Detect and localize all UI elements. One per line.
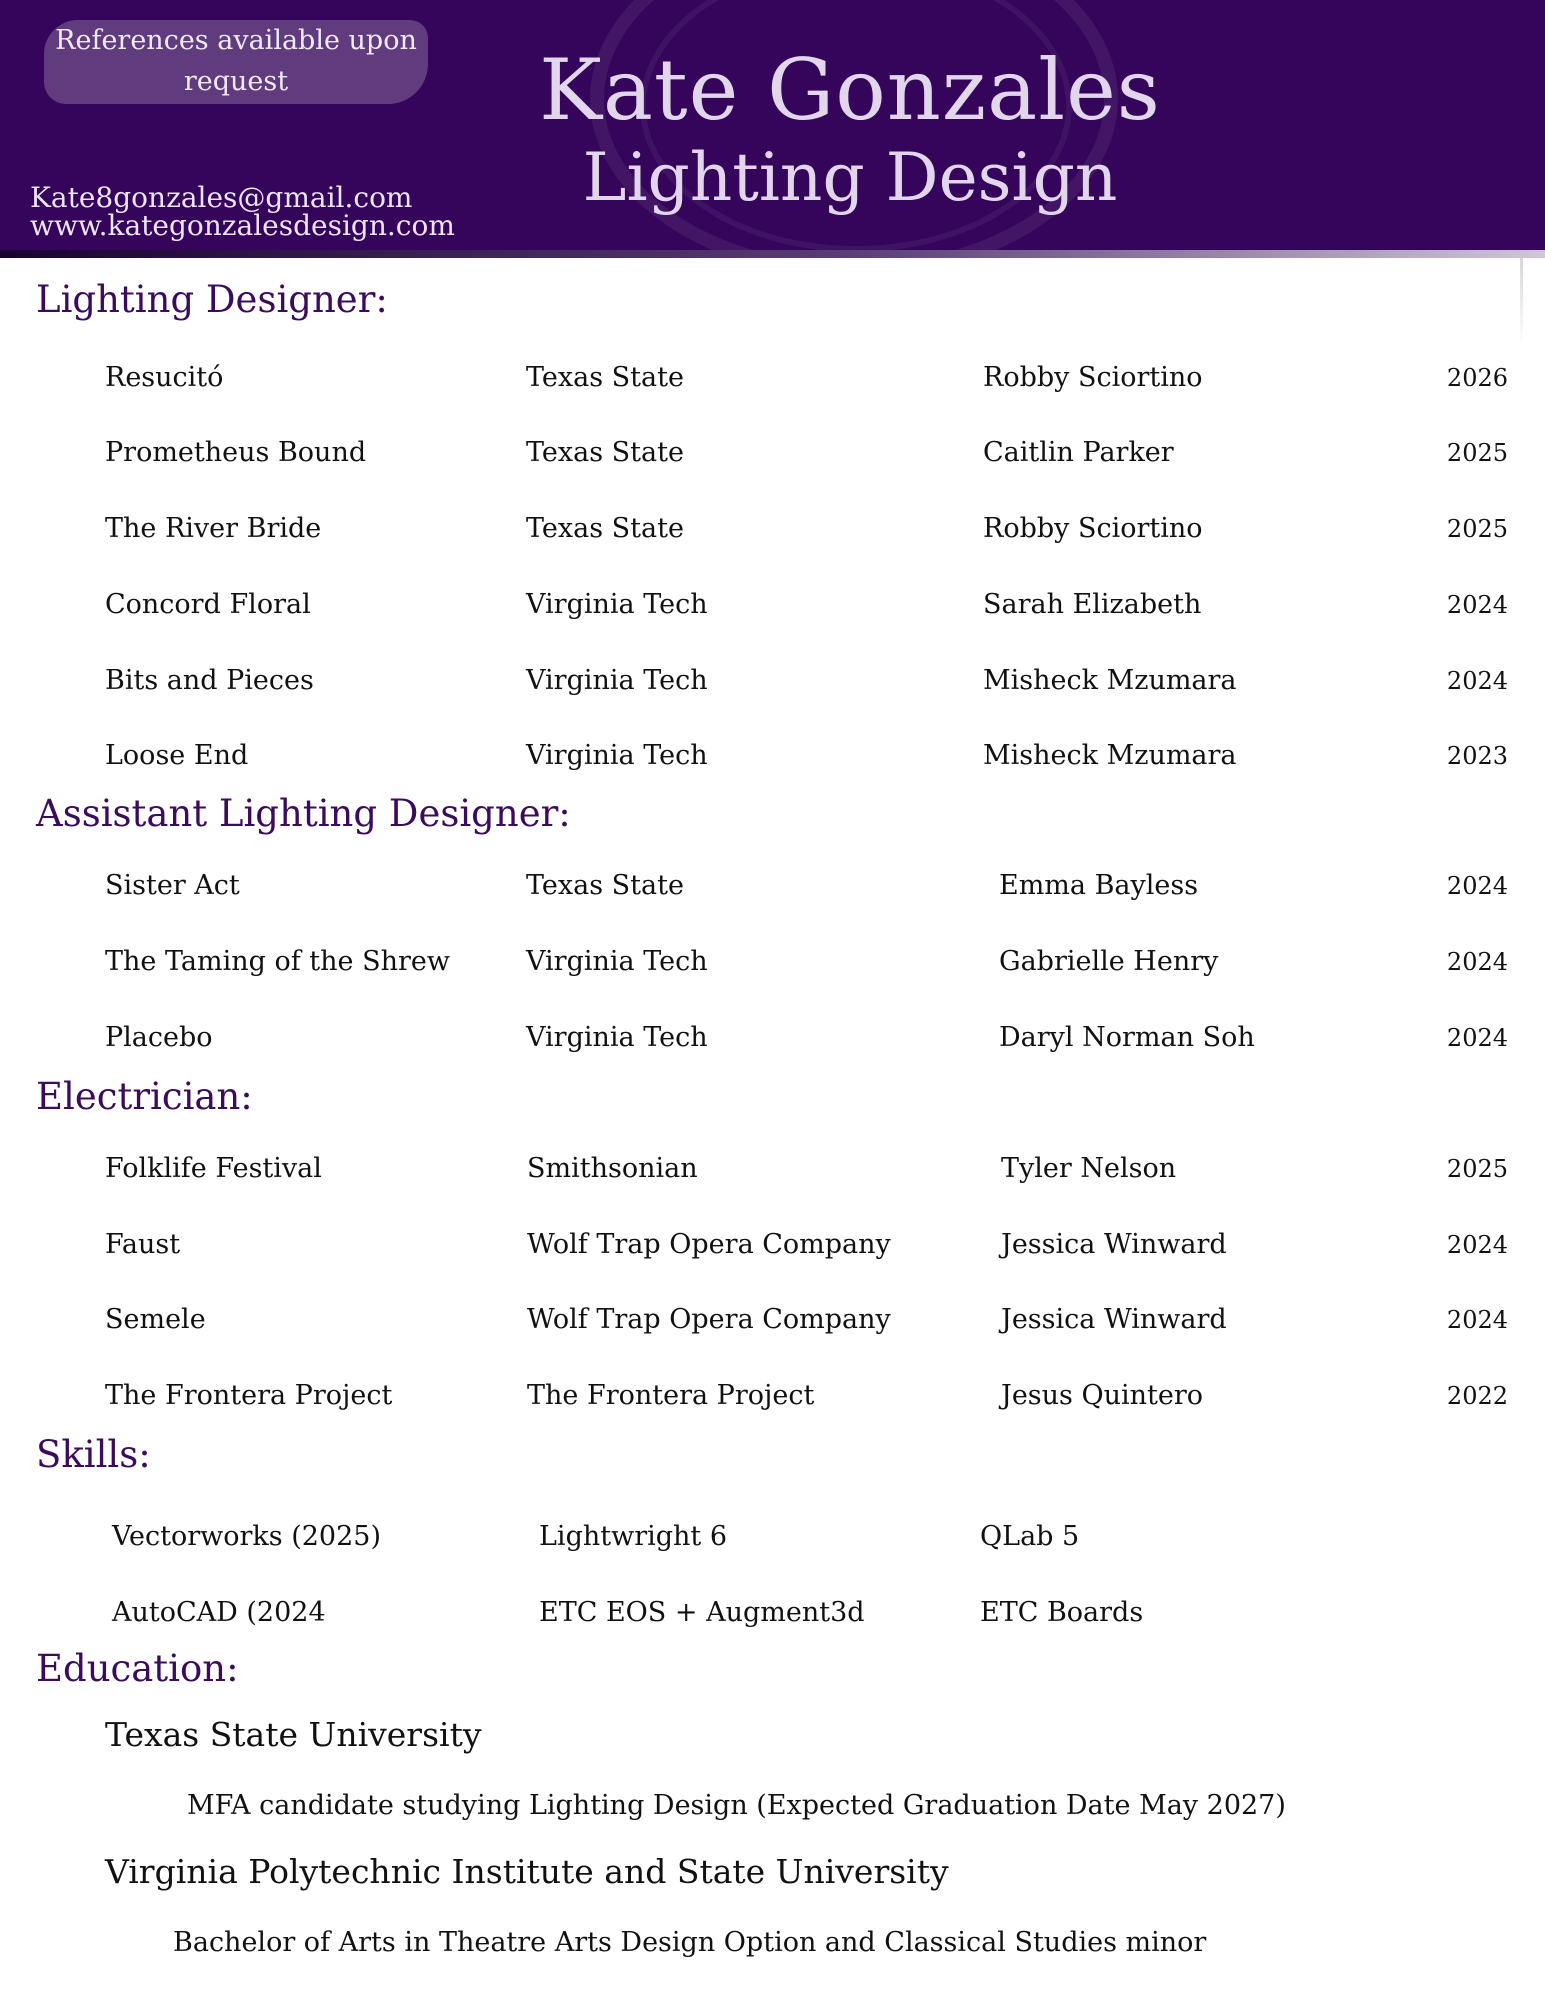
credit-row	[0, 1149, 1545, 1189]
production-year: 2023	[1446, 742, 1508, 770]
production-venue: Wolf Trap Opera Company	[527, 1229, 891, 1260]
production-year: 2024	[1446, 948, 1508, 976]
production-director: Sarah Elizabeth	[983, 589, 1202, 620]
credit-row	[0, 433, 1545, 473]
production-director: Robby Sciortino	[983, 362, 1203, 393]
production-venue: Texas State	[526, 362, 684, 393]
production-title: The River Bride	[105, 513, 322, 544]
production-director: Tyler Nelson	[1001, 1153, 1177, 1184]
production-venue: Texas State	[526, 870, 684, 901]
production-title: Placebo	[105, 1022, 213, 1053]
production-venue: Smithsonian	[527, 1153, 698, 1184]
production-title: Semele	[105, 1304, 206, 1335]
credit-row	[0, 585, 1545, 625]
credit-row	[0, 942, 1545, 982]
production-director: Misheck Mzumara	[983, 665, 1237, 696]
production-year: 2025	[1446, 439, 1508, 467]
references-note: References available upon request	[55, 25, 417, 97]
education-school: Virginia Polytechnic Institute and State University	[105, 1852, 949, 1891]
header-divider	[0, 250, 1545, 258]
production-venue: Texas State	[526, 437, 684, 468]
skill-item: ETC Boards	[980, 1597, 1144, 1628]
production-venue: Virginia Tech	[526, 740, 708, 771]
section-title-assistant-lighting-designer: Assistant Lighting Designer:	[36, 792, 571, 835]
production-venue: Virginia Tech	[526, 1022, 708, 1053]
production-director: Jessica Winward	[1001, 1304, 1227, 1335]
resume-header	[0, 0, 1545, 250]
production-venue: The Frontera Project	[527, 1380, 815, 1411]
production-year: 2026	[1446, 364, 1508, 392]
section-title-skills: Skills:	[36, 1433, 151, 1476]
production-venue: Virginia Tech	[526, 665, 708, 696]
production-title: Loose End	[105, 740, 249, 771]
production-year: 2025	[1446, 1155, 1508, 1183]
skill-item: ETC EOS + Augment3d	[539, 1597, 865, 1628]
production-title: Prometheus Bound	[105, 437, 367, 468]
section-title-lighting-designer: Lighting Designer:	[36, 278, 388, 321]
production-director: Emma Bayless	[999, 870, 1199, 901]
production-title: The Frontera Project	[105, 1380, 393, 1411]
skill-item: AutoCAD (2024	[112, 1597, 326, 1628]
production-director: Jesus Quintero	[1001, 1380, 1204, 1411]
credit-row	[0, 736, 1545, 776]
production-venue: Virginia Tech	[526, 946, 708, 977]
production-director: Misheck Mzumara	[983, 740, 1237, 771]
candidate-discipline: Lighting Design	[582, 139, 1118, 216]
production-year: 2024	[1446, 1306, 1508, 1334]
production-director: Jessica Winward	[1001, 1229, 1227, 1260]
education-degree: MFA candidate studying Lighting Design (Expected Graduation Date May 2027)	[187, 1790, 1286, 1821]
production-year: 2024	[1446, 872, 1508, 900]
credit-row	[0, 358, 1545, 398]
credit-row	[0, 509, 1545, 549]
page-edge-shadow	[1520, 258, 1523, 346]
production-venue: Wolf Trap Opera Company	[527, 1304, 891, 1335]
section-title-education: Education:	[36, 1647, 239, 1690]
production-title: Bits and Pieces	[105, 665, 314, 696]
education-degree: Bachelor of Arts in Theatre Arts Design Option and Classical Studies minor	[173, 1927, 1207, 1958]
credit-row	[0, 1225, 1545, 1265]
production-year: 2024	[1446, 1231, 1508, 1259]
education-school: Texas State University	[105, 1715, 482, 1754]
skill-item: Vectorworks (2025)	[112, 1521, 381, 1552]
email-address[interactable]: Kate8gonzales@gmail.com	[30, 181, 413, 214]
production-director: Caitlin Parker	[983, 437, 1174, 468]
credit-row	[0, 1300, 1545, 1340]
section-title-electrician: Electrician:	[36, 1075, 253, 1118]
production-director: Gabrielle Henry	[999, 946, 1219, 977]
production-director: Daryl Norman Soh	[999, 1022, 1255, 1053]
production-director: Robby Sciortino	[983, 513, 1203, 544]
credit-row	[0, 661, 1545, 701]
production-title: Sister Act	[105, 870, 240, 901]
production-title: Concord Floral	[105, 589, 311, 620]
production-venue: Virginia Tech	[526, 589, 708, 620]
credit-row	[0, 1376, 1545, 1416]
production-year: 2024	[1446, 591, 1508, 619]
candidate-name: Kate Gonzales	[539, 41, 1161, 139]
credit-row	[0, 1018, 1545, 1058]
production-venue: Texas State	[526, 513, 684, 544]
skill-item: QLab 5	[980, 1521, 1080, 1552]
skill-item: Lightwright 6	[539, 1521, 728, 1552]
production-title: Resucitó	[105, 362, 224, 393]
website-link[interactable]: www.kategonzalesdesign.com	[30, 209, 455, 242]
production-year: 2024	[1446, 1024, 1508, 1052]
production-title: The Taming of the Shrew	[105, 946, 450, 977]
production-year: 2024	[1446, 667, 1508, 695]
production-year: 2025	[1446, 515, 1508, 543]
production-title: Folklife Festival	[105, 1153, 322, 1184]
production-year: 2022	[1446, 1382, 1508, 1410]
credit-row	[0, 866, 1545, 906]
production-title: Faust	[105, 1229, 181, 1260]
